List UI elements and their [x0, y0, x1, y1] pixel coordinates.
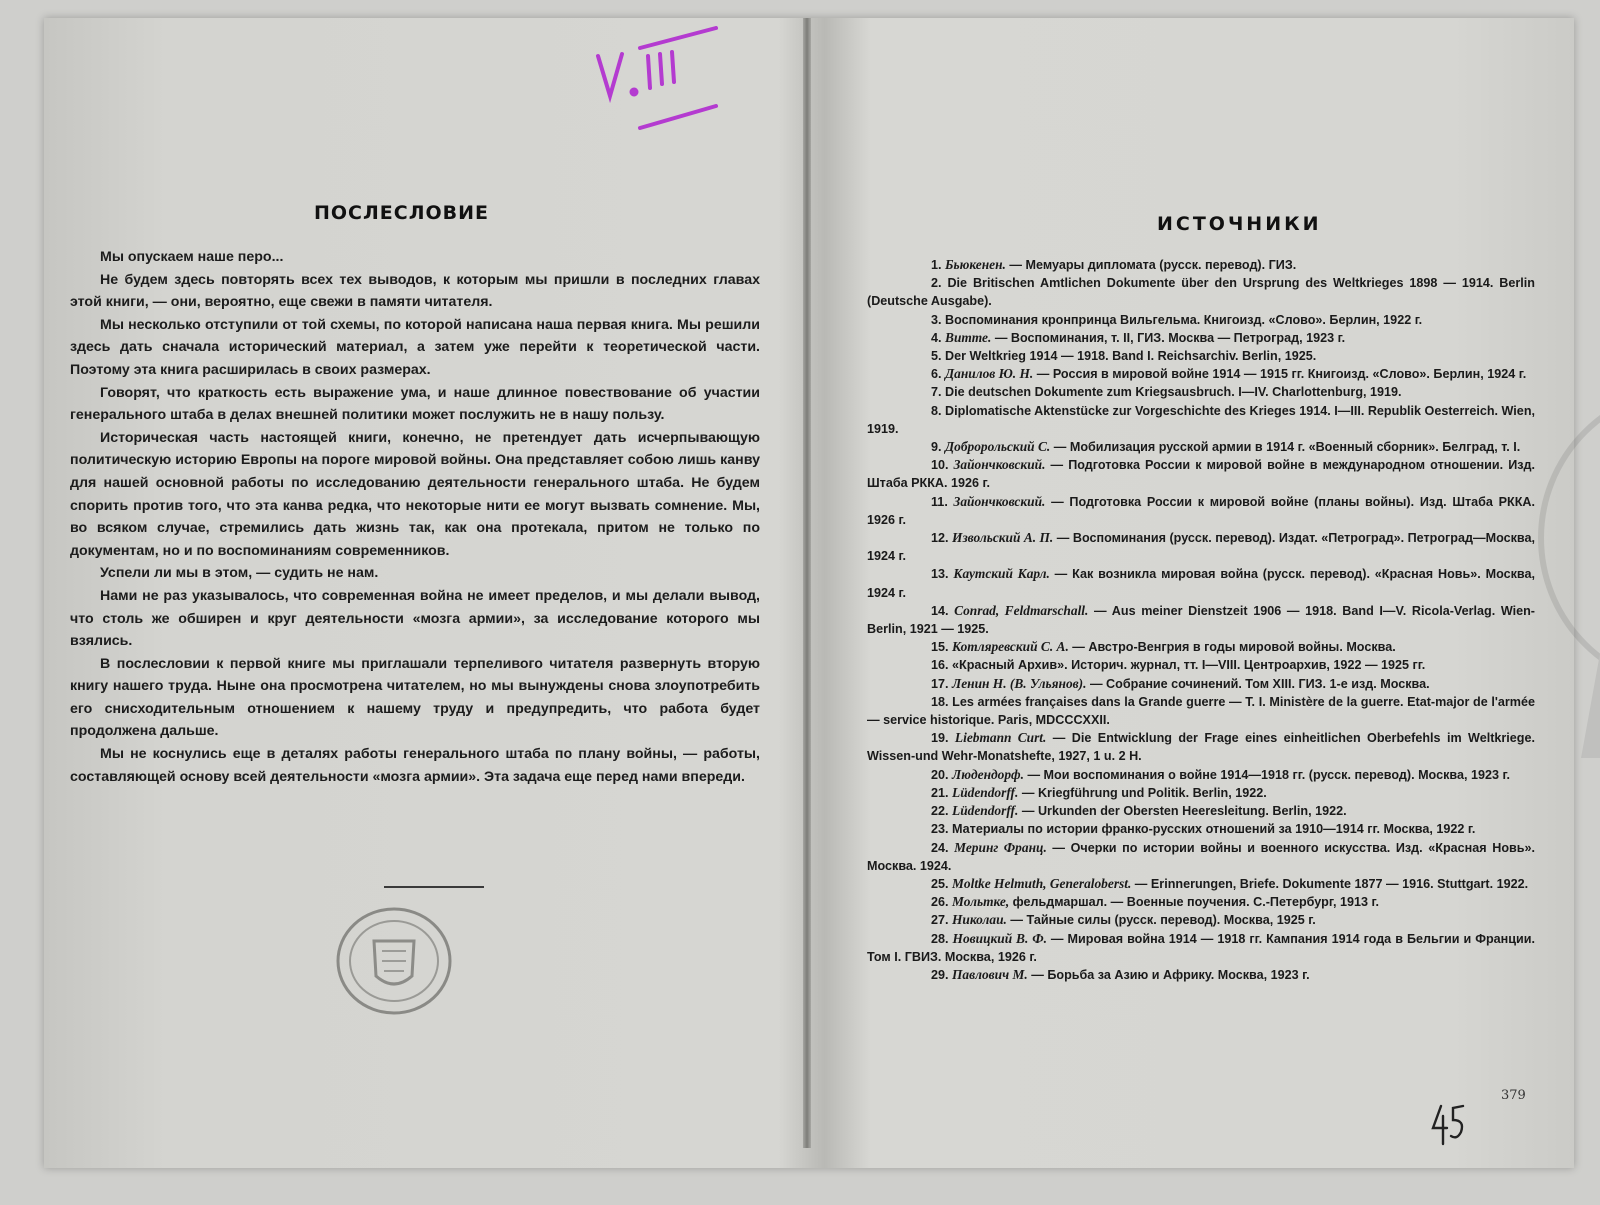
source-number: 8. — [931, 403, 942, 418]
source-number: 5. — [931, 349, 942, 364]
sources-list — [867, 256, 1535, 984]
source-number: 9. — [931, 440, 942, 455]
source-text: Воспоминания кронпринца Вильгельма. Книгоизд. «Слово». Берлин, 1922 г. — [945, 312, 1423, 327]
source-number: 11. — [931, 494, 948, 509]
source-text: — Мобилизация русской армии в 1914 г. «Военный сборник». Белград, т. I. — [1050, 440, 1521, 455]
source-number: 13. — [931, 567, 949, 582]
source-author: Conrad, Feldmarschall. — [954, 602, 1089, 618]
source-item — [867, 329, 1535, 347]
sources-title: ИСТОЧНИКИ — [1157, 213, 1322, 235]
source-number: 10. — [931, 458, 949, 473]
source-author: Каутский Карл. — [953, 566, 1050, 582]
paragraph: Говорят, что краткость есть выражение ума, и наше длинное повествование об участии генерального штаба в делах внешней политики может послужить не в нашу пользу. — [70, 384, 760, 424]
source-author: Витте. — [945, 329, 992, 345]
source-item — [867, 784, 1535, 802]
source-number: 22. — [931, 804, 949, 819]
source-text: — Мои воспоминания о войне 1914—1918 гг. (русск. перевод). Москва, 1923 г. — [1023, 767, 1510, 782]
source-number: 23. — [931, 822, 949, 837]
source-text: — Борьба за Азию и Африку. Москва, 1923 г. — [1027, 967, 1310, 982]
paragraph: Нами не раз указывалось, что современная война не имеет пределов, и мы делали вывод, что столь же обширен и круг деятельности «мозга армии», за исследование которого мы взялись. — [70, 587, 760, 650]
source-item — [867, 402, 1535, 438]
source-text: фельдмаршал. — Военные поучения. С.-Петербург, 1913 г. — [1009, 895, 1379, 910]
source-number: 12. — [931, 531, 949, 546]
source-text: — Австро-Венгрия в годы мировой войны. Москва. — [1068, 640, 1396, 655]
source-author: Людендорф. — [952, 766, 1024, 782]
source-number: 2. — [931, 276, 942, 291]
source-item — [867, 875, 1535, 893]
source-number: 16. — [931, 658, 949, 673]
source-number: 27. — [931, 913, 949, 928]
source-number: 3. — [931, 312, 942, 327]
source-item — [867, 274, 1535, 310]
source-item — [867, 383, 1535, 401]
source-text: — Россия в мировой войне 1914 — 1915 гг. Книгоизд. «Слово». Берлин, 1924 г. — [1033, 367, 1527, 382]
source-number: 25. — [931, 876, 949, 891]
source-item — [867, 256, 1535, 274]
source-item — [867, 638, 1535, 656]
source-item — [867, 347, 1535, 365]
paragraph: Историческая часть настоящей книги, конечно, не претендует дать исчерпывающую политическую историю Европы на пороге мировой войны. Она представляет собою лишь канву для нашей основной работы по исследованию деятельности генерального штаба. Не будем спорить против того, что эта канва редка, что некоторые нити ее могут вызвать сомнение. Мы, во всяком случае, стремились дать жизнь так, как она протекала, притом не только по документам, но и по воспоминаниям современников. — [70, 429, 760, 559]
source-text: — Kriegführung und Politik. Berlin, 1922. — [1018, 785, 1267, 800]
source-author: Бьюкенен. — [945, 257, 1006, 272]
paragraph: В послесловии к первой книге мы приглашали терпеливого читателя развернуть вторую книгу нашего труда. Ныне она просмотрена читателем, но мы вынуждены снова злоупотребить его снисходительным отношением к нашему труду и предупредить, что работа будет продолжена дальше. — [70, 655, 760, 740]
source-item — [867, 839, 1535, 875]
source-author: Добророльский С. — [945, 439, 1051, 455]
source-number: 21. — [931, 785, 949, 800]
source-item — [867, 311, 1535, 329]
source-item — [867, 820, 1535, 838]
source-author: Котляревский С. А. — [952, 639, 1069, 655]
source-item — [867, 911, 1535, 929]
source-number: 6. — [931, 367, 942, 382]
paragraph: Успели ли мы в этом, — судить не нам. — [100, 565, 379, 582]
source-text: Les armées françaises dans la Grande guerre — T. I. Ministère de la guerre. Etat-major de l'armée — service historique. Paris, MDCCCXXII. — [867, 694, 1535, 728]
source-author: Lüdendorff. — [952, 784, 1019, 800]
source-number: 19. — [931, 731, 949, 746]
source-author: Мольтке, — [952, 894, 1010, 910]
source-author: Николаи. — [952, 912, 1007, 928]
book-gutter — [803, 18, 811, 1148]
source-number: 20. — [931, 767, 949, 782]
source-author: Lüdendorff. — [952, 803, 1019, 819]
source-number: 17. — [931, 676, 949, 691]
source-author: Павлович М. — [952, 966, 1028, 982]
source-item — [867, 802, 1535, 820]
source-item — [867, 565, 1535, 601]
source-item — [867, 766, 1535, 784]
source-item — [867, 893, 1535, 911]
paragraph: Мы опускаем наше перо... — [100, 249, 284, 265]
source-author: Меринг Франц. — [954, 839, 1047, 855]
right-page — [811, 18, 1574, 1168]
source-item — [867, 693, 1535, 729]
source-number: 15. — [931, 640, 949, 655]
paragraph: Мы несколько отступили от той схемы, по которой написана наша первая книга. Мы решили здесь дать сначала исторический материал, а затем уже перейти к теоретической части. Поэтому эта книга расширилась в своих размерах. — [70, 316, 760, 378]
source-number: 1. — [931, 258, 942, 272]
source-author: Извольский А. П. — [952, 530, 1054, 546]
source-text: — Die Entwicklung der Frage eines einheitlichen Oberbefehls im Weltkriege. Wissen-und Wehr-Monatshefte, 1927, 1 u. 2 H. — [867, 731, 1536, 764]
source-number: 18. — [931, 694, 949, 709]
source-author: Новицкий В. Ф. — [952, 930, 1047, 946]
source-number: 4. — [931, 330, 942, 345]
source-item — [867, 602, 1535, 638]
handwritten-number — [1429, 1098, 1469, 1148]
source-text: Die deutschen Dokumente zum Kriegsausbruch. I—IV. Charlottenburg, 1919. — [945, 385, 1402, 400]
source-number: 28. — [931, 931, 949, 946]
source-text: Der Weltkrieg 1914 — 1918. Band I. Reichsarchiv. Berlin, 1925. — [945, 349, 1317, 364]
handwritten-inscription — [588, 26, 768, 146]
source-item — [867, 930, 1535, 966]
left-page — [44, 18, 803, 1168]
source-text: — Собрание сочинений. Том XIII. ГИЗ. 1-е изд. Москва. — [1086, 676, 1430, 691]
source-text: Die Britischen Amtlichen Dokumente über den Ursprung des Weltkrieges 1898 — 1914. Berlin (Deutsche Ausgabe). — [867, 276, 1535, 309]
source-number: 7. — [931, 385, 942, 400]
source-text: — Очерки по истории войны и военного искусства. Изд. «Красная Новь». Москва. 1924. — [867, 840, 1535, 873]
source-text: — Мемуары дипломата (русск. перевод). ГИЗ. — [1005, 258, 1297, 272]
source-number: 24. — [931, 840, 949, 855]
paragraph: Мы не коснулись еще в деталях работы генерального штаба по плану войны, — работы, составляющей основу всей деятельности «мозга армии». Эта задача еще перед нами впереди. — [70, 746, 760, 785]
source-text: — Мировая война 1914 — 1918 гг. Кампания 1914 года в Бельгии и Франции. Том I. ГВИЗ. Москва, 1926 г. — [867, 931, 1536, 964]
afterword-body — [70, 246, 760, 788]
source-number: 14. — [931, 603, 949, 618]
source-text: — Воспоминания, т. II, ГИЗ. Москва — Петроград, 1923 г. — [991, 330, 1346, 345]
source-author: Ленин Н. (В. Ульянов). — [952, 675, 1087, 691]
page-number: 379 — [1501, 1088, 1526, 1103]
source-text: — Подготовка России к мировой войне в международном отношении. Изд. Штаба РККА. 1926 г. — [867, 458, 1535, 491]
source-author: Moltke Helmuth, Generaloberst. — [952, 875, 1132, 891]
source-text: — Подготовка России к мировой войне (планы войны). Изд. Штаба РККА. 1926 г. — [867, 494, 1536, 527]
source-item — [867, 456, 1535, 492]
source-item — [867, 493, 1535, 529]
source-item — [867, 675, 1535, 693]
source-text: — Как возникла мировая война (русск. перевод). «Красная Новь». Москва, 1924 г. — [867, 567, 1535, 600]
source-item — [867, 656, 1535, 674]
source-text: Материалы по истории франко-русских отношений за 1910—1914 гг. Москва, 1922 г. — [952, 822, 1476, 837]
afterword-title: ПОСЛЕСЛОВИЕ — [314, 202, 489, 224]
source-text: — Aus meiner Dienstzeit 1906 — 1918. Band I—V. Ricola-Verlag. Wien-Berlin, 1921 — 1925. — [867, 603, 1535, 637]
source-number: 26. — [931, 895, 949, 910]
source-text: Diplomatische Aktenstücke zur Vorgeschichte des Krieges 1914. I—III. Republik Oesterreich. Wien, 1919. — [867, 403, 1536, 436]
source-text: — Воспоминания (русск. перевод). Издат. «Петроград». Петроград—Москва, 1924 г. — [867, 531, 1535, 564]
source-item — [867, 438, 1535, 456]
source-text: «Красный Архив». Историч. журнал, тт. I—VIII. Центроархив, 1922 — 1925 гг. — [952, 658, 1426, 673]
source-item — [867, 729, 1535, 765]
source-author: Liebmann Curt. — [954, 730, 1047, 746]
source-text: — Тайные силы (русск. перевод). Москва, 1925 г. — [1006, 913, 1316, 928]
source-author: Данилов Ю. Н. — [945, 366, 1034, 382]
source-text: — Urkunden der Obersten Heeresleitung. Berlin, 1922. — [1018, 804, 1347, 819]
library-stamp-seal — [324, 896, 464, 1026]
paragraph: Не будем здесь повторять всех тех выводов, к которым мы пришли в последних главах этой книги, — они, вероятно, еще свежи в памяти читателя. — [70, 271, 760, 311]
source-author: Зайончковский. — [953, 493, 1046, 509]
source-text: — Erinnerungen, Briefe. Dokumente 1877 — 1916. Stuttgart. 1922. — [1131, 876, 1529, 891]
source-item — [867, 966, 1535, 984]
end-rule — [384, 886, 484, 888]
source-author: Зайончковский. — [953, 457, 1046, 473]
source-number: 29. — [931, 967, 949, 982]
source-item — [867, 529, 1535, 565]
source-item — [867, 365, 1535, 383]
